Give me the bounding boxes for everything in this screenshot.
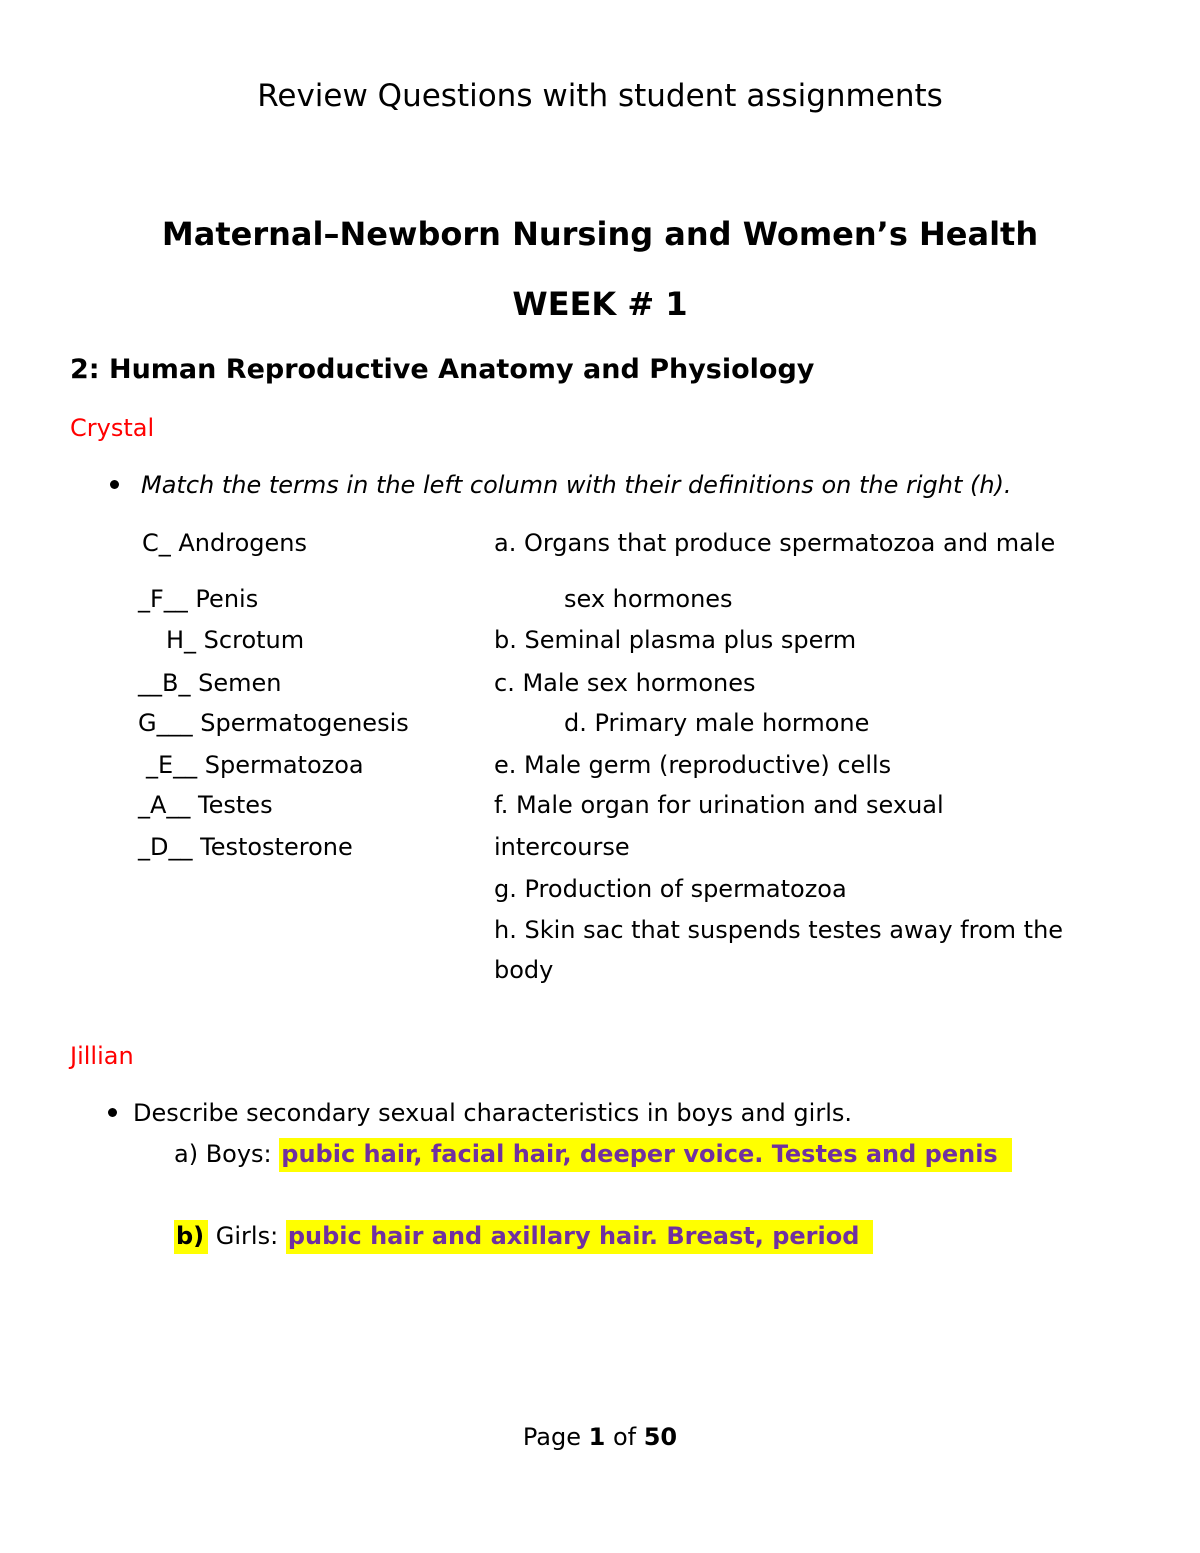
- document-title: Review Questions with student assignments: [257, 78, 943, 114]
- matching-instruction: Match the terms in the left column with their definitions on the right (h).: [141, 471, 1012, 499]
- term-item: _A__ Testes: [138, 791, 273, 819]
- describe-instruction: Describe secondary sexual characteristics in boys and girls.: [133, 1099, 852, 1127]
- week-label: WEEK # 1: [512, 285, 688, 323]
- term-item: H_ Scrotum: [166, 626, 305, 654]
- definition-item: b. Seminal plasma plus sperm: [494, 626, 857, 654]
- bullet-icon: [110, 480, 119, 489]
- answer-label: a) Boys:: [174, 1140, 280, 1168]
- definition-item: h. Skin sac that suspends testes away from the: [494, 916, 1064, 944]
- term-item: _E__ Spermatozoa: [146, 751, 364, 779]
- chapter-title: 2: Human Reproductive Anatomy and Physiology: [70, 354, 815, 385]
- answer-girls: [174, 1222, 873, 1250]
- instruction-bullet: [108, 1099, 852, 1127]
- course-title: Maternal–Newborn Nursing and Women’s Health: [161, 215, 1039, 253]
- instruction-bullet: [110, 471, 1012, 499]
- term-item: _D__ Testosterone: [138, 833, 353, 861]
- term-item: __B_ Semen: [138, 669, 282, 697]
- definition-item: g. Production of spermatozoa: [494, 875, 847, 903]
- definition-item: body: [494, 956, 554, 984]
- bullet-icon: [108, 1108, 117, 1117]
- term-item: C_ Androgens: [142, 529, 307, 557]
- definition-item: intercourse: [494, 833, 630, 861]
- student-name-jillian: Jillian: [70, 1042, 134, 1070]
- answer-label: Girls:: [208, 1222, 286, 1250]
- answer-boys: [174, 1140, 1012, 1168]
- definition-item: d. Primary male hormone: [564, 709, 870, 737]
- student-name-crystal: Crystal: [70, 414, 155, 442]
- definition-item: c. Male sex hormones: [494, 669, 756, 697]
- page-number: Page 1 of 50: [522, 1423, 678, 1451]
- definition-item: sex hormones: [564, 585, 733, 613]
- definition-item: a. Organs that produce spermatozoa and male: [494, 529, 1056, 557]
- highlighted-answer: pubic hair, facial hair, deeper voice. Testes and penis: [279, 1138, 1011, 1172]
- term-item: _F__ Penis: [138, 585, 259, 613]
- answer-label-highlighted: b): [174, 1220, 208, 1254]
- term-item: G___ Spermatogenesis: [138, 709, 409, 737]
- definition-item: e. Male germ (reproductive) cells: [494, 751, 892, 779]
- definition-item: f. Male organ for urination and sexual: [494, 791, 944, 819]
- highlighted-answer: pubic hair and axillary hair. Breast, period: [286, 1220, 874, 1254]
